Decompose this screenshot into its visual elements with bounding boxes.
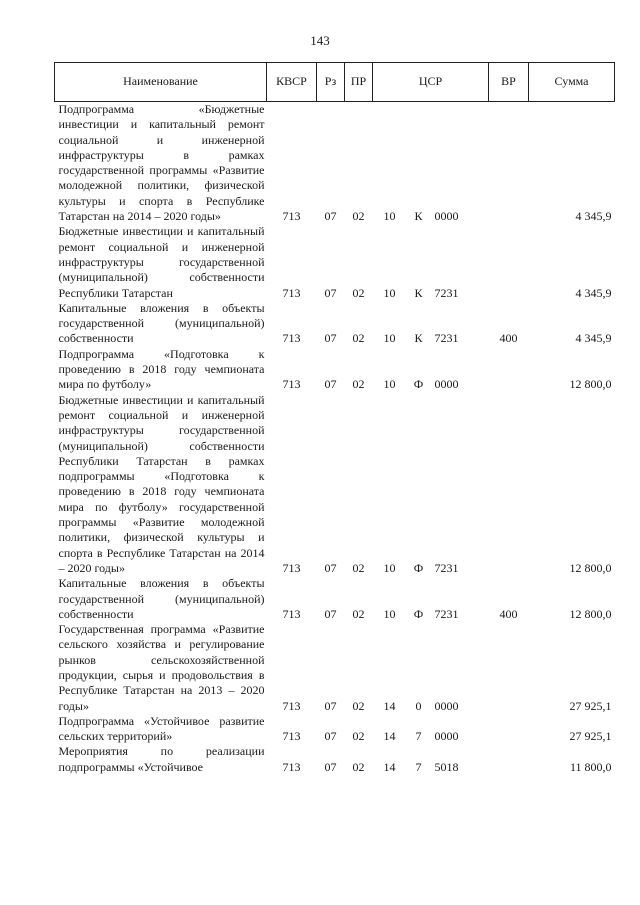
cell-csr3: 5018	[434, 759, 459, 774]
cell-csr3: 7231	[434, 285, 459, 300]
cell-kvsr: 713	[282, 285, 301, 300]
header-vr: ВР	[489, 63, 529, 102]
cell-vr: 400	[499, 331, 518, 346]
cell-kvsr: 713	[282, 377, 301, 392]
cell-csr3: 0000	[434, 698, 459, 713]
cell-kvsr: 713	[282, 606, 301, 621]
cell-sum: 11 800,0	[569, 759, 612, 774]
cell-csr3: 7231	[434, 331, 459, 346]
cell-rz: 07	[324, 606, 337, 621]
cell-vr	[489, 744, 529, 775]
cell-kvsr: 713	[282, 209, 301, 224]
cell-sum: 12 800,0	[569, 560, 612, 575]
header-pr: ПР	[345, 63, 373, 102]
table-row	[55, 347, 615, 393]
cell-pr: 02	[352, 759, 365, 774]
cell-csr1: 10	[383, 285, 396, 300]
cell-pr: 02	[352, 285, 365, 300]
cell-csr3: 0000	[434, 729, 459, 744]
header-kvsr: КВСР	[267, 63, 317, 102]
cell-rz: 07	[324, 209, 337, 224]
cell-name: Подпрограмма «Бюджетные инвестиции и капитальный ремонт социальной и инженерной инфраструктуры в рамках государственной программы «Развитие молодежной политики, физической культуры и спорта в Республике Татарстан на 2014 – 2020 годы»	[58, 102, 265, 224]
table-row	[55, 714, 615, 745]
cell-rz: 07	[324, 377, 337, 392]
cell-rz: 07	[324, 285, 337, 300]
cell-name: Государственная программа «Развитие сельского хозяйства и регулирование рынков сельскохозяйственной продукции, сырья и продовольствия в Республике Татарстан на 2013 – 2020 годы»	[58, 622, 265, 713]
cell-csr3: 0000	[434, 209, 459, 224]
cell-kvsr: 713	[282, 560, 301, 575]
budget-table	[54, 62, 615, 775]
header-name: Наименование	[55, 63, 267, 102]
cell-csr1: 10	[383, 377, 396, 392]
cell-sum: 27 925,1	[569, 698, 612, 713]
table-row	[55, 576, 615, 622]
cell-pr: 02	[352, 606, 365, 621]
cell-csr2: К	[414, 285, 423, 300]
cell-csr2: 0	[415, 698, 422, 713]
cell-sum: 27 925,1	[569, 729, 612, 744]
table-body	[55, 102, 615, 776]
cell-name: Мероприятия по реализации подпрограммы «Устойчивое	[58, 744, 265, 774]
cell-pr: 02	[352, 698, 365, 713]
header-rz: Рз	[317, 63, 345, 102]
page-number: 143	[310, 33, 330, 48]
cell-sum: 12 800,0	[569, 606, 612, 621]
cell-kvsr: 713	[282, 698, 301, 713]
cell-vr	[489, 622, 529, 714]
cell-sum: 4 345,9	[575, 209, 612, 224]
table-row	[55, 622, 615, 714]
cell-csr1: 10	[383, 209, 396, 224]
cell-rz: 07	[324, 759, 337, 774]
cell-rz: 07	[324, 331, 337, 346]
cell-pr: 02	[352, 560, 365, 575]
cell-kvsr: 713	[282, 729, 301, 744]
cell-pr: 02	[352, 729, 365, 744]
cell-csr2: 7	[415, 729, 422, 744]
cell-name: Капитальные вложения в объекты государственной (муниципальной) собственности	[58, 300, 265, 346]
cell-csr1: 10	[383, 331, 396, 346]
cell-rz: 07	[324, 698, 337, 713]
cell-pr: 02	[352, 209, 365, 224]
table-row	[55, 224, 615, 300]
cell-csr1: 14	[383, 698, 396, 713]
cell-pr: 02	[352, 331, 365, 346]
cell-vr	[489, 102, 529, 225]
table-header-row	[55, 63, 615, 102]
cell-vr: 400	[499, 606, 518, 621]
cell-csr2: Ф	[413, 377, 424, 392]
cell-sum: 4 345,9	[575, 285, 612, 300]
cell-name: Бюджетные инвестиции и капитальный ремонт социальной и инженерной инфраструктуры государственной (муниципальной) собственности Республики Татарстан	[58, 224, 265, 300]
cell-pr: 02	[352, 377, 365, 392]
header-csr: ЦСР	[373, 63, 489, 102]
cell-name: Бюджетные инвестиции и капитальный ремонт социальной и инженерной инфраструктуры государственной (муниципальной) собственности Республики Татарстан в рамках подпрограммы «Подготовка к проведению в 2018 году чемпионата мира по футболу» государственной программы «Развитие молодежной политики, физической культуры и спорта в Республике Татарстан на 2014 – 2020 годы»	[58, 392, 265, 575]
cell-csr2: 7	[415, 759, 422, 774]
cell-name: Подпрограмма «Подготовка к проведению в 2018 году чемпионата мира по футболу»	[58, 346, 265, 392]
cell-rz: 07	[324, 729, 337, 744]
cell-kvsr: 713	[282, 759, 301, 774]
cell-vr	[489, 714, 529, 745]
cell-sum: 12 800,0	[569, 377, 612, 392]
cell-csr1: 14	[383, 729, 396, 744]
table-row	[55, 744, 615, 775]
cell-csr2: К	[414, 331, 423, 346]
cell-csr2: К	[414, 209, 423, 224]
cell-kvsr: 713	[282, 331, 301, 346]
cell-csr3: 7231	[434, 560, 459, 575]
cell-name: Капитальные вложения в объекты государственной (муниципальной) собственности	[58, 576, 265, 621]
table-row	[55, 393, 615, 577]
cell-rz: 07	[324, 560, 337, 575]
cell-csr3: 7231	[434, 606, 459, 621]
cell-csr2: Ф	[413, 606, 424, 621]
cell-vr	[489, 393, 529, 577]
cell-csr3: 0000	[434, 377, 459, 392]
header-sum: Сумма	[529, 63, 615, 102]
cell-sum: 4 345,9	[575, 331, 612, 346]
cell-csr1: 10	[383, 606, 396, 621]
table-row	[55, 301, 615, 347]
table-row	[55, 102, 615, 225]
cell-vr	[489, 347, 529, 393]
cell-csr1: 14	[383, 759, 396, 774]
cell-csr2: Ф	[413, 560, 424, 575]
cell-name: Подпрограмма «Устойчивое развитие сельских территорий»	[58, 713, 265, 744]
cell-csr1: 10	[383, 560, 396, 575]
cell-vr	[489, 224, 529, 300]
